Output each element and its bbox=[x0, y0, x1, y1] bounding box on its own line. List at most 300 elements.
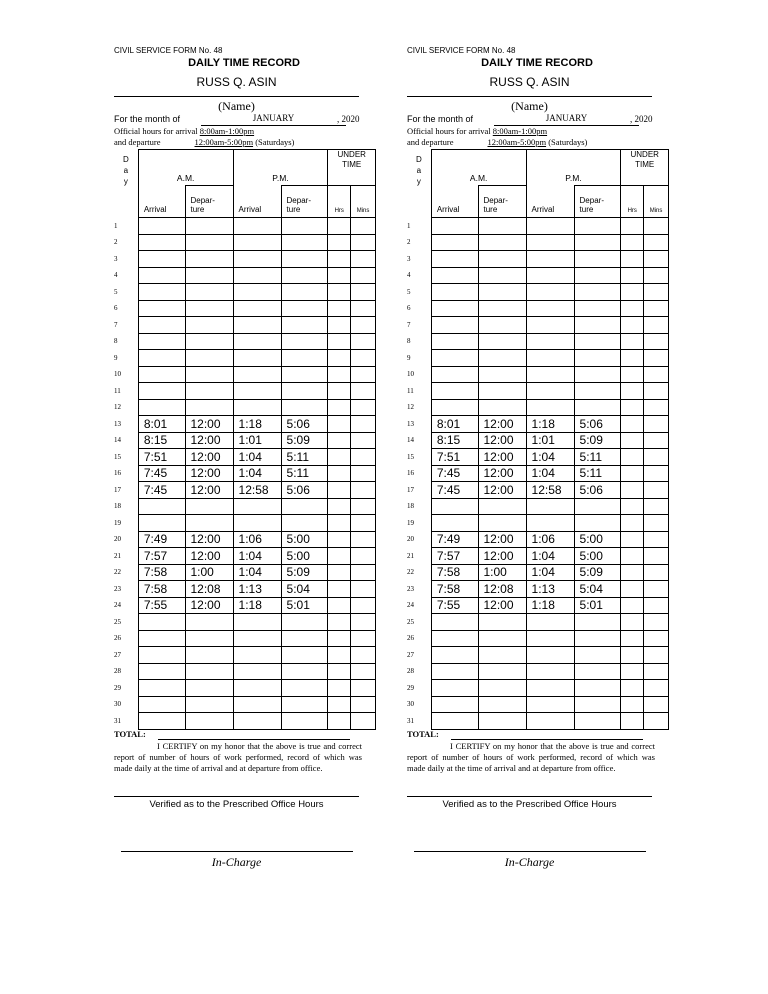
am-arrival-cell bbox=[138, 284, 185, 301]
undertime-hrs-cell bbox=[621, 482, 644, 499]
day-number: 26 bbox=[407, 634, 414, 643]
table-row bbox=[407, 597, 669, 614]
undertime-hrs-cell bbox=[621, 350, 644, 367]
pm-arrival-cell: 1:13 bbox=[526, 581, 574, 598]
pm-arrival-cell bbox=[233, 515, 281, 532]
am-departure-cell: 12:08 bbox=[478, 581, 526, 598]
day-number: 13 bbox=[114, 419, 121, 428]
am-departure-cell: 12:00 bbox=[478, 548, 526, 565]
undertime-mins-cell bbox=[644, 399, 669, 416]
undertime-mins-cell bbox=[644, 696, 669, 713]
undertime-header: UNDER TIME bbox=[621, 150, 669, 186]
am-departure-cell: 12:00 bbox=[185, 416, 233, 433]
departure-hours: 12:00am-5:00pm bbox=[487, 137, 547, 147]
am-arrival-cell bbox=[431, 399, 478, 416]
pm-arrival-cell bbox=[233, 713, 281, 730]
table-row bbox=[407, 333, 669, 350]
am-arrival-cell bbox=[138, 498, 185, 515]
table-row bbox=[407, 218, 669, 235]
undertime-hrs-cell bbox=[621, 366, 644, 383]
am-departure-cell: 12:00 bbox=[478, 531, 526, 548]
am-arrival-cell bbox=[138, 515, 185, 532]
day-number: 30 bbox=[114, 700, 121, 709]
am-departure-cell: 12:00 bbox=[478, 465, 526, 482]
day-number: 24 bbox=[407, 601, 414, 610]
undertime-mins-cell bbox=[351, 267, 376, 284]
pm-departure-cell: 5:04 bbox=[574, 581, 621, 598]
pm-arrival-cell bbox=[233, 218, 281, 235]
day-number: 18 bbox=[114, 502, 121, 511]
am-departure-cell: 12:00 bbox=[185, 432, 233, 449]
am-departure-cell bbox=[478, 267, 526, 284]
am-arrival-cell: 7:55 bbox=[138, 597, 185, 614]
undertime-mins-cell bbox=[644, 647, 669, 664]
pm-arrival-cell: 1:04 bbox=[233, 449, 281, 466]
day-number: 22 bbox=[114, 568, 121, 577]
certification-text: I CERTIFY on my honor that the above is true and correct report of number of hours of work performed, record of which was made daily at the time of arrival and at departure from office. bbox=[407, 741, 655, 773]
total-label: TOTAL: bbox=[114, 729, 146, 739]
undertime-hrs-cell bbox=[328, 482, 351, 499]
table-row bbox=[114, 366, 376, 383]
am-departure-cell bbox=[478, 251, 526, 268]
am-departure-cell bbox=[478, 366, 526, 383]
am-departure-cell bbox=[478, 234, 526, 251]
day-number: 29 bbox=[407, 683, 414, 692]
undertime-hrs-cell bbox=[621, 614, 644, 631]
am-departure-cell bbox=[478, 647, 526, 664]
undertime-mins-cell bbox=[351, 515, 376, 532]
am-arrival-cell: 7:58 bbox=[431, 581, 478, 598]
undertime-hrs-cell bbox=[328, 267, 351, 284]
table-row bbox=[114, 300, 376, 317]
dtr-table bbox=[114, 149, 376, 730]
total-underline bbox=[451, 739, 643, 740]
table-row bbox=[114, 548, 376, 565]
table-row bbox=[407, 465, 669, 482]
table-row bbox=[407, 251, 669, 268]
pm-departure-cell bbox=[574, 366, 621, 383]
pm-departure-cell bbox=[281, 647, 328, 664]
pm-arrival-cell: 1:04 bbox=[233, 465, 281, 482]
day-number: 20 bbox=[114, 535, 121, 544]
day-number: 27 bbox=[114, 650, 121, 659]
pm-departure-cell bbox=[574, 267, 621, 284]
pm-arrival-cell: 1:04 bbox=[526, 449, 574, 466]
undertime-mins-cell bbox=[351, 416, 376, 433]
pm-arrival-cell bbox=[233, 399, 281, 416]
pm-departure-cell bbox=[574, 696, 621, 713]
pm-departure-cell: 5:09 bbox=[281, 564, 328, 581]
undertime-mins-cell bbox=[351, 696, 376, 713]
table-row bbox=[114, 597, 376, 614]
pm-arrival-cell: 1:13 bbox=[233, 581, 281, 598]
am-arrival-cell bbox=[431, 630, 478, 647]
am-arrival-header: Arrival bbox=[431, 186, 478, 218]
pm-departure-header: Depar- ture bbox=[574, 186, 621, 218]
day-number: 5 bbox=[114, 287, 118, 296]
am-arrival-cell: 7:55 bbox=[431, 597, 478, 614]
am-arrival-cell bbox=[138, 696, 185, 713]
day-number: 18 bbox=[407, 502, 414, 511]
undertime-hrs-cell bbox=[328, 663, 351, 680]
day-number: 14 bbox=[407, 436, 414, 445]
am-arrival-cell bbox=[138, 399, 185, 416]
table-row bbox=[114, 465, 376, 482]
undertime-mins-cell bbox=[644, 284, 669, 301]
pm-departure-cell bbox=[574, 713, 621, 730]
pm-departure-cell bbox=[281, 630, 328, 647]
am-departure-cell bbox=[185, 663, 233, 680]
undertime-hrs-cell bbox=[328, 465, 351, 482]
pm-arrival-cell bbox=[526, 300, 574, 317]
pm-arrival-cell bbox=[233, 284, 281, 301]
pm-arrival-cell: 1:04 bbox=[526, 465, 574, 482]
total-underline bbox=[158, 739, 350, 740]
day-number: 19 bbox=[114, 518, 121, 527]
pm-arrival-header: Arrival bbox=[233, 186, 281, 218]
am-arrival-cell bbox=[431, 218, 478, 235]
pm-departure-cell bbox=[574, 383, 621, 400]
name-underline bbox=[407, 96, 652, 97]
am-departure-cell bbox=[478, 515, 526, 532]
table-row bbox=[407, 234, 669, 251]
am-departure-cell bbox=[185, 251, 233, 268]
verified-text: Verified as to the Prescribed Office Hours bbox=[442, 799, 617, 810]
pm-arrival-cell bbox=[233, 350, 281, 367]
am-departure-cell bbox=[478, 383, 526, 400]
table-row bbox=[407, 432, 669, 449]
day-number: 15 bbox=[407, 452, 414, 461]
pm-departure-cell bbox=[574, 333, 621, 350]
undertime-hrs-cell bbox=[621, 267, 644, 284]
am-arrival-cell bbox=[138, 333, 185, 350]
table-row bbox=[407, 564, 669, 581]
day-number: 31 bbox=[114, 716, 121, 725]
undertime-hrs-cell bbox=[328, 531, 351, 548]
am-arrival-cell: 7:51 bbox=[138, 449, 185, 466]
undertime-mins-cell bbox=[644, 383, 669, 400]
table-row bbox=[114, 234, 376, 251]
year-value: , 2020 bbox=[337, 114, 360, 124]
undertime-mins-cell bbox=[644, 531, 669, 548]
am-arrival-cell bbox=[431, 680, 478, 697]
undertime-hrs-cell bbox=[621, 647, 644, 664]
pm-departure-cell bbox=[574, 498, 621, 515]
name-caption: (Name) bbox=[218, 99, 255, 113]
pm-arrival-cell bbox=[526, 399, 574, 416]
undertime-mins-cell bbox=[351, 399, 376, 416]
am-departure-cell: 12:00 bbox=[478, 432, 526, 449]
undertime-hrs-cell bbox=[621, 234, 644, 251]
day-number: 26 bbox=[114, 634, 121, 643]
am-arrival-cell bbox=[431, 284, 478, 301]
undertime-hrs-cell bbox=[621, 630, 644, 647]
undertime-mins-cell bbox=[351, 614, 376, 631]
am-departure-cell bbox=[185, 366, 233, 383]
departure-note: (Saturdays) bbox=[548, 137, 588, 147]
am-departure-cell: 12:08 bbox=[185, 581, 233, 598]
day-number: 21 bbox=[114, 551, 121, 560]
pm-departure-cell: 5:06 bbox=[574, 482, 621, 499]
mins-header: Mins bbox=[351, 186, 376, 218]
mins-header: Mins bbox=[644, 186, 669, 218]
pm-departure-cell bbox=[281, 399, 328, 416]
pm-departure-cell bbox=[281, 383, 328, 400]
pm-arrival-cell: 1:04 bbox=[233, 564, 281, 581]
pm-departure-cell: 5:11 bbox=[574, 465, 621, 482]
pm-departure-cell bbox=[574, 515, 621, 532]
table-row bbox=[407, 317, 669, 334]
pm-departure-cell bbox=[281, 498, 328, 515]
departure-label: and departure bbox=[407, 137, 454, 147]
pm-arrival-cell bbox=[526, 614, 574, 631]
undertime-mins-cell bbox=[644, 300, 669, 317]
pm-arrival-cell bbox=[526, 218, 574, 235]
table-row bbox=[407, 383, 669, 400]
am-departure-cell: 12:00 bbox=[478, 449, 526, 466]
form-title: DAILY TIME RECORD bbox=[481, 57, 593, 69]
pm-arrival-cell bbox=[233, 614, 281, 631]
am-arrival-cell bbox=[431, 333, 478, 350]
pm-arrival-cell: 1:01 bbox=[526, 432, 574, 449]
undertime-hrs-cell bbox=[328, 432, 351, 449]
pm-departure-cell: 5:00 bbox=[281, 531, 328, 548]
undertime-hrs-cell bbox=[328, 696, 351, 713]
undertime-mins-cell bbox=[644, 366, 669, 383]
day-number: 3 bbox=[114, 254, 118, 263]
pm-arrival-cell bbox=[233, 317, 281, 334]
day-number: 25 bbox=[114, 617, 121, 626]
pm-departure-cell: 5:09 bbox=[574, 432, 621, 449]
pm-arrival-cell bbox=[233, 498, 281, 515]
undertime-mins-cell bbox=[351, 284, 376, 301]
am-departure-cell bbox=[478, 696, 526, 713]
year-value: , 2020 bbox=[630, 114, 653, 124]
am-departure-cell: 1:00 bbox=[185, 564, 233, 581]
undertime-hrs-cell bbox=[621, 449, 644, 466]
month-label: For the month of bbox=[114, 114, 181, 124]
undertime-mins-cell bbox=[351, 581, 376, 598]
undertime-mins-cell bbox=[644, 680, 669, 697]
day-number: 12 bbox=[407, 403, 414, 412]
am-departure-cell: 12:00 bbox=[478, 416, 526, 433]
am-departure-cell bbox=[185, 515, 233, 532]
undertime-mins-cell bbox=[351, 647, 376, 664]
am-arrival-cell bbox=[431, 647, 478, 664]
pm-departure-cell bbox=[281, 251, 328, 268]
pm-departure-cell bbox=[574, 630, 621, 647]
table-row bbox=[407, 482, 669, 499]
am-arrival-header: Arrival bbox=[138, 186, 185, 218]
am-departure-cell: 12:00 bbox=[185, 597, 233, 614]
table-row bbox=[407, 284, 669, 301]
employee-name: RUSS Q. ASIN bbox=[489, 75, 570, 89]
undertime-hrs-cell bbox=[621, 218, 644, 235]
am-arrival-cell: 7:45 bbox=[431, 465, 478, 482]
table-row bbox=[114, 333, 376, 350]
table-row bbox=[114, 713, 376, 730]
undertime-hrs-cell bbox=[621, 531, 644, 548]
am-departure-cell: 1:00 bbox=[478, 564, 526, 581]
pm-arrival-cell: 1:18 bbox=[233, 597, 281, 614]
am-departure-cell bbox=[185, 614, 233, 631]
undertime-mins-cell bbox=[351, 564, 376, 581]
pm-arrival-cell bbox=[233, 680, 281, 697]
day-header: D a y bbox=[416, 154, 422, 186]
day-number: 2 bbox=[407, 238, 411, 247]
pm-departure-cell: 5:06 bbox=[281, 416, 328, 433]
am-arrival-cell: 7:57 bbox=[138, 548, 185, 565]
pm-arrival-cell bbox=[526, 317, 574, 334]
pm-arrival-cell: 1:04 bbox=[526, 548, 574, 565]
pm-arrival-cell: 1:01 bbox=[233, 432, 281, 449]
day-number: 31 bbox=[407, 716, 414, 725]
pm-arrival-cell bbox=[526, 366, 574, 383]
am-arrival-cell bbox=[431, 366, 478, 383]
undertime-mins-cell bbox=[351, 366, 376, 383]
pm-departure-cell: 5:00 bbox=[574, 548, 621, 565]
pm-departure-cell: 5:01 bbox=[281, 597, 328, 614]
undertime-hrs-cell bbox=[621, 333, 644, 350]
undertime-mins-cell bbox=[351, 218, 376, 235]
table-row bbox=[407, 663, 669, 680]
am-arrival-cell bbox=[138, 680, 185, 697]
day-number: 16 bbox=[407, 469, 414, 478]
pm-arrival-cell bbox=[526, 251, 574, 268]
arrival-hours: 8:00am-1:00pm bbox=[492, 126, 548, 136]
table-row bbox=[114, 350, 376, 367]
day-number: 2 bbox=[114, 238, 118, 247]
pm-departure-cell bbox=[281, 713, 328, 730]
am-departure-cell bbox=[185, 713, 233, 730]
am-arrival-cell: 8:01 bbox=[138, 416, 185, 433]
day-number: 14 bbox=[114, 436, 121, 445]
am-departure-cell bbox=[478, 630, 526, 647]
pm-arrival-cell bbox=[233, 267, 281, 284]
pm-arrival-cell bbox=[233, 647, 281, 664]
am-departure-cell bbox=[478, 663, 526, 680]
pm-arrival-cell bbox=[526, 515, 574, 532]
am-arrival-cell bbox=[431, 663, 478, 680]
pm-departure-cell: 5:06 bbox=[574, 416, 621, 433]
incharge-label: In-Charge bbox=[504, 855, 555, 869]
undertime-mins-cell bbox=[351, 680, 376, 697]
day-number: 12 bbox=[114, 403, 121, 412]
undertime-mins-cell bbox=[644, 218, 669, 235]
undertime-hrs-cell bbox=[328, 350, 351, 367]
certification-text: I CERTIFY on my honor that the above is true and correct report of number of hours of work performed, record of which was made daily at the time of arrival and at departure from office. bbox=[114, 741, 362, 773]
day-number: 23 bbox=[407, 584, 414, 593]
am-arrival-cell: 7:49 bbox=[138, 531, 185, 548]
am-arrival-cell bbox=[431, 383, 478, 400]
am-departure-cell: 12:00 bbox=[185, 465, 233, 482]
undertime-hrs-cell bbox=[328, 251, 351, 268]
pm-arrival-cell bbox=[526, 234, 574, 251]
undertime-hrs-cell bbox=[328, 597, 351, 614]
pm-arrival-cell bbox=[526, 498, 574, 515]
table-row bbox=[407, 614, 669, 631]
hrs-header: Hrs bbox=[621, 186, 644, 218]
pm-arrival-cell bbox=[526, 267, 574, 284]
pm-arrival-cell: 1:18 bbox=[526, 597, 574, 614]
undertime-mins-cell bbox=[351, 449, 376, 466]
pm-arrival-cell bbox=[526, 680, 574, 697]
pm-departure-header: Depar- ture bbox=[281, 186, 328, 218]
pm-arrival-cell bbox=[526, 647, 574, 664]
day-number: 3 bbox=[407, 254, 411, 263]
undertime-hrs-cell bbox=[328, 234, 351, 251]
table-row bbox=[407, 713, 669, 730]
undertime-hrs-cell bbox=[621, 597, 644, 614]
am-arrival-cell bbox=[431, 515, 478, 532]
am-arrival-cell: 8:01 bbox=[431, 416, 478, 433]
undertime-hrs-cell bbox=[328, 647, 351, 664]
am-departure-cell bbox=[478, 399, 526, 416]
am-departure-cell bbox=[478, 680, 526, 697]
undertime-hrs-cell bbox=[328, 515, 351, 532]
pm-header: P.M. bbox=[526, 150, 621, 186]
am-departure-cell: 12:00 bbox=[478, 597, 526, 614]
employee-name: RUSS Q. ASIN bbox=[196, 75, 277, 89]
am-header: A.M. bbox=[138, 150, 233, 186]
am-arrival-cell: 7:45 bbox=[431, 482, 478, 499]
day-number: 1 bbox=[114, 221, 118, 230]
am-departure-cell bbox=[478, 713, 526, 730]
am-arrival-cell bbox=[138, 713, 185, 730]
undertime-mins-cell bbox=[644, 548, 669, 565]
am-arrival-cell bbox=[431, 350, 478, 367]
pm-departure-cell: 5:09 bbox=[281, 432, 328, 449]
am-departure-cell bbox=[185, 284, 233, 301]
pm-departure-cell: 5:00 bbox=[281, 548, 328, 565]
pm-departure-cell bbox=[574, 399, 621, 416]
undertime-mins-cell bbox=[644, 432, 669, 449]
incharge-label: In-Charge bbox=[211, 855, 262, 869]
pm-arrival-cell: 1:18 bbox=[233, 416, 281, 433]
am-arrival-cell: 7:58 bbox=[138, 581, 185, 598]
table-row bbox=[114, 449, 376, 466]
day-number: 9 bbox=[114, 353, 118, 362]
day-number: 29 bbox=[114, 683, 121, 692]
pm-arrival-cell bbox=[526, 284, 574, 301]
pm-arrival-cell bbox=[233, 234, 281, 251]
undertime-mins-cell bbox=[351, 630, 376, 647]
am-departure-cell bbox=[185, 234, 233, 251]
day-number: 11 bbox=[114, 386, 121, 395]
am-arrival-cell bbox=[138, 630, 185, 647]
day-number: 28 bbox=[407, 667, 414, 676]
am-departure-cell: 12:00 bbox=[185, 531, 233, 548]
undertime-hrs-cell bbox=[621, 498, 644, 515]
undertime-mins-cell bbox=[644, 581, 669, 598]
undertime-hrs-cell bbox=[621, 432, 644, 449]
am-departure-cell bbox=[185, 300, 233, 317]
am-departure-cell bbox=[185, 680, 233, 697]
day-number: 19 bbox=[407, 518, 414, 527]
verified-text: Verified as to the Prescribed Office Hours bbox=[149, 799, 324, 810]
day-number: 23 bbox=[114, 584, 121, 593]
am-departure-cell bbox=[185, 383, 233, 400]
pm-arrival-cell bbox=[526, 333, 574, 350]
undertime-hrs-cell bbox=[328, 300, 351, 317]
day-number: 16 bbox=[114, 469, 121, 478]
pm-arrival-header: Arrival bbox=[526, 186, 574, 218]
pm-arrival-cell bbox=[233, 663, 281, 680]
undertime-hrs-cell bbox=[328, 366, 351, 383]
am-departure-cell bbox=[478, 350, 526, 367]
am-header: A.M. bbox=[431, 150, 526, 186]
am-arrival-cell bbox=[431, 251, 478, 268]
